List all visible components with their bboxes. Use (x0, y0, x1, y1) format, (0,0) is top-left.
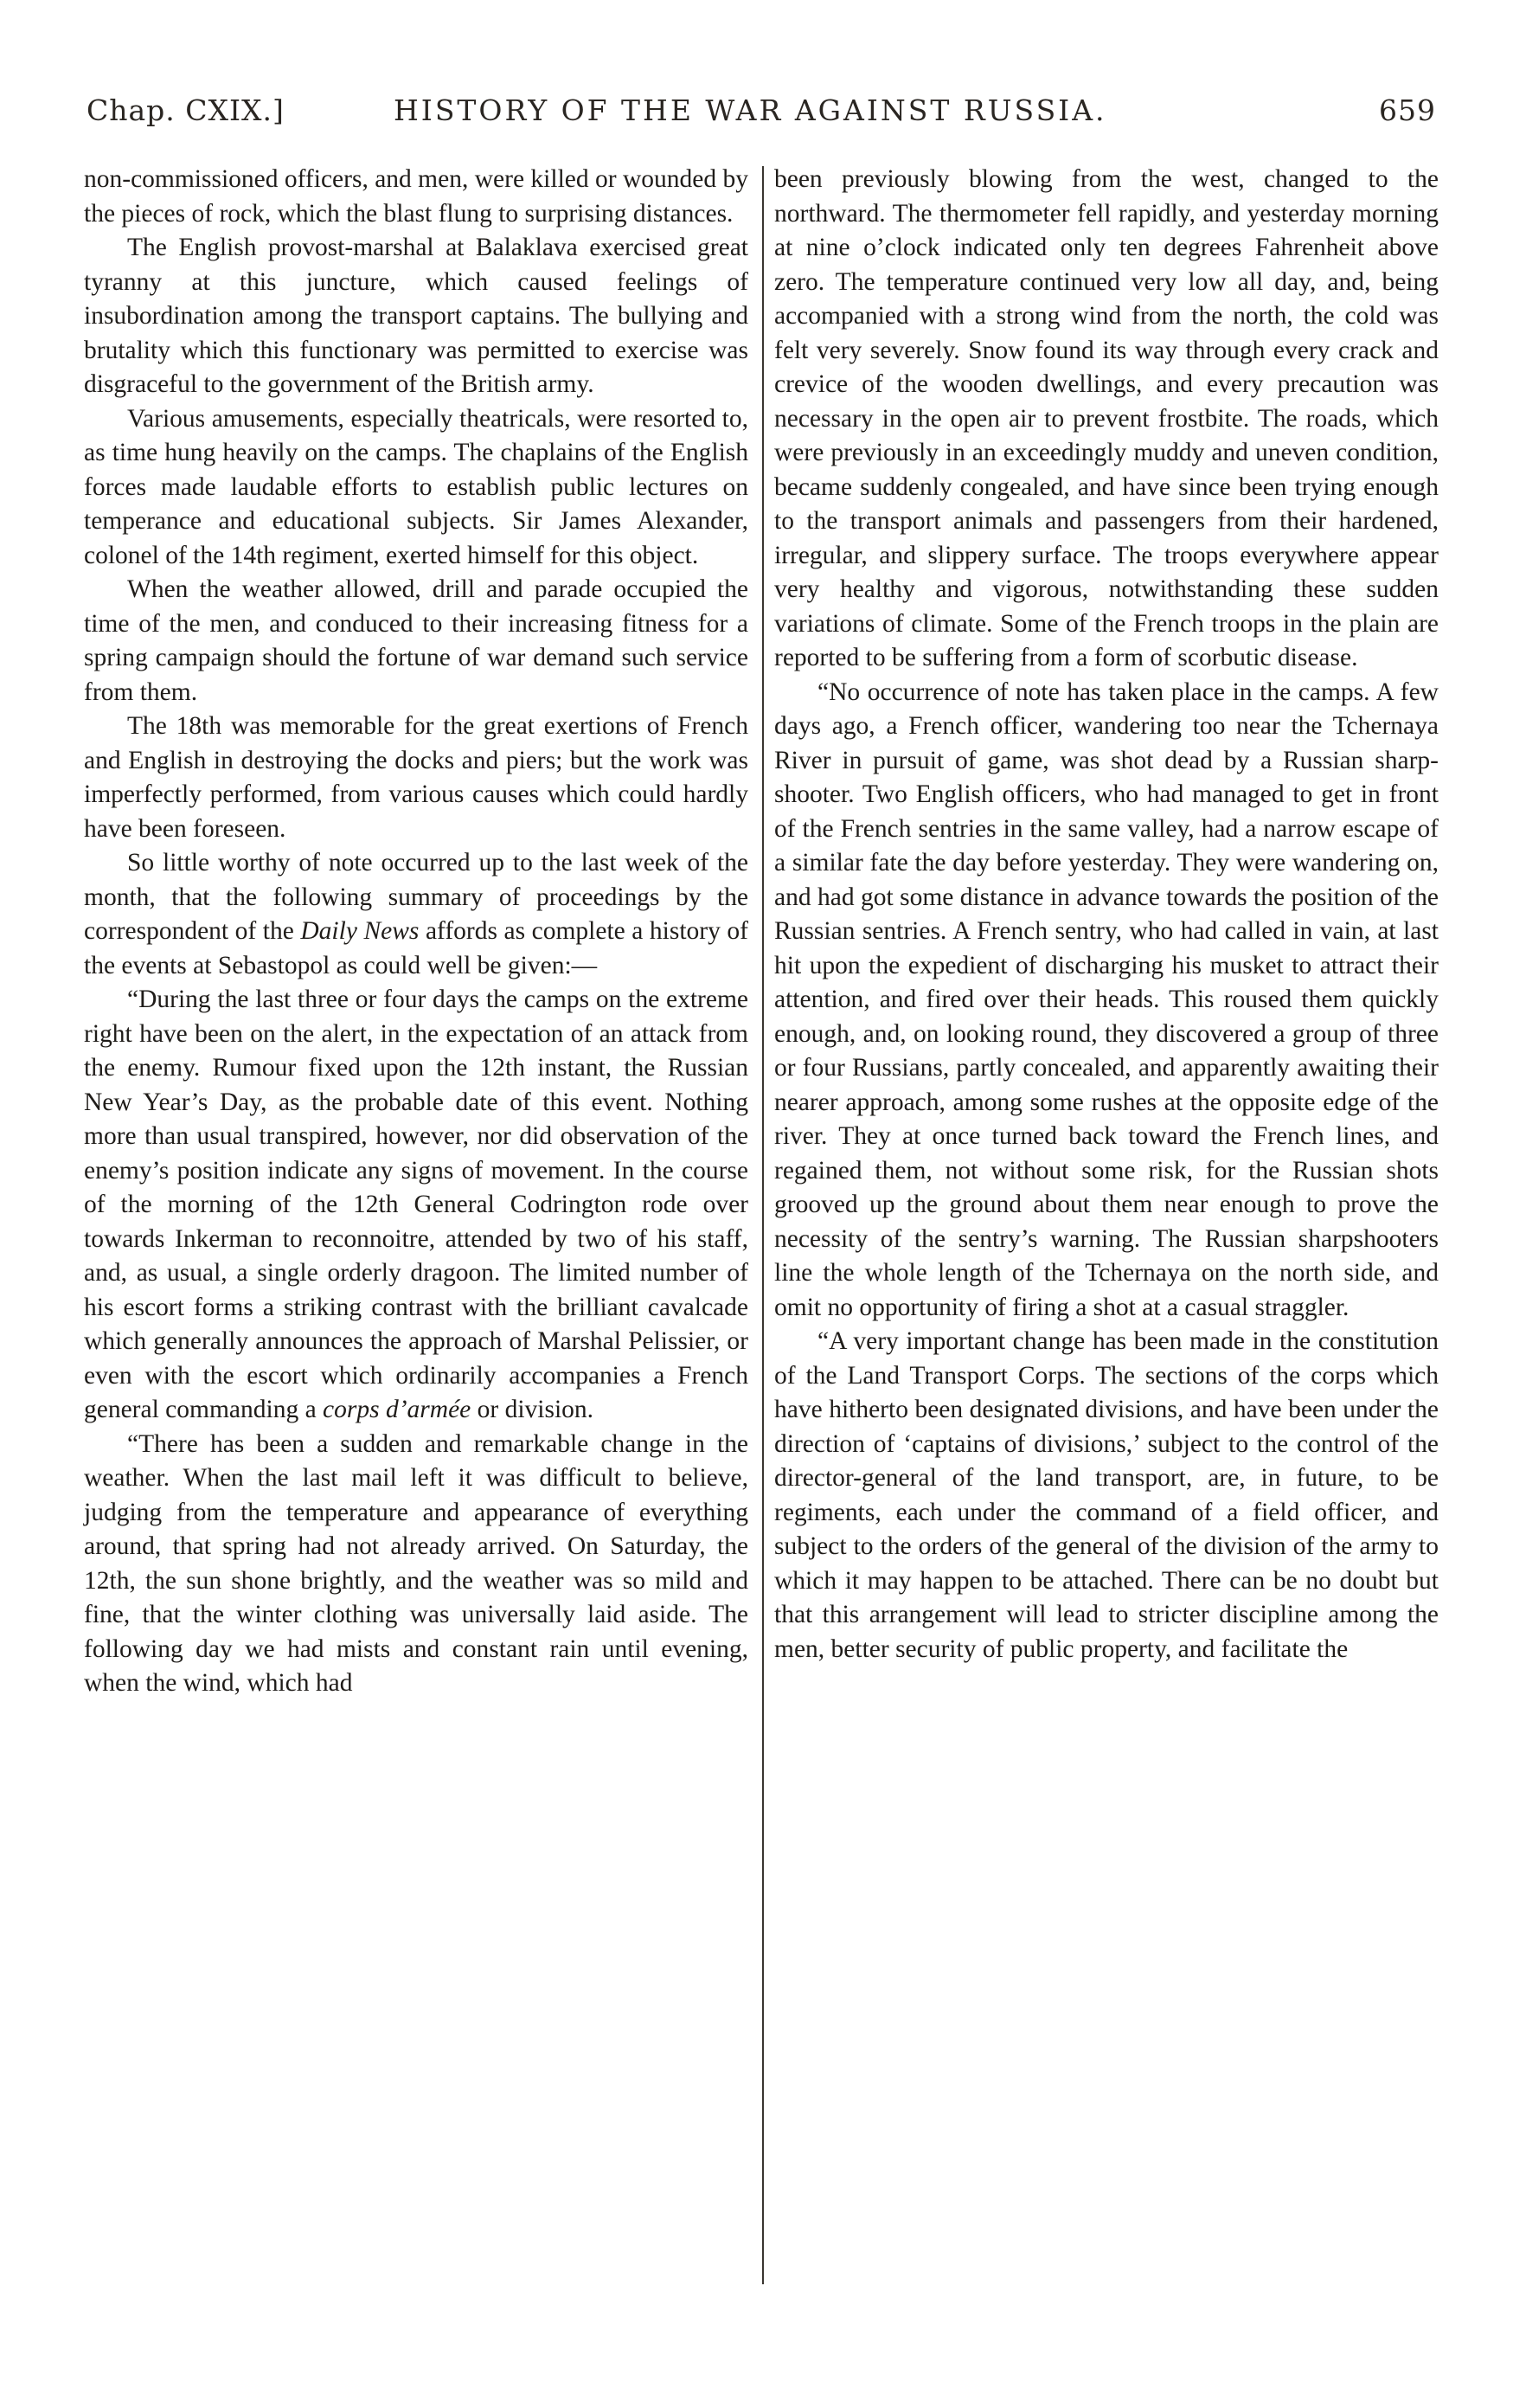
paragraph: The English provost-marshal at Balaklava exercised great tyranny at this juncture, which caused feelings of insubordination among the transport captains. The bullying and brutality which this functionary was permitted to exercise was disgraceful to the government of the British army. (84, 234, 748, 398)
paragraph: “A very important change has been made in the constitution of the Land Transport Corps. The sections of the corps which have hitherto been designated divisions, and have been under the direction of ‘captains of divisions,’ subject to the control of the director-general of the land transport, are, in future, to be regiments, each under the command of a field officer, and subject to the orders of the general of the division of the army to which it may happen to be attached. There can be no doubt but that this arrangement will lead to stricter discipline among the men, better security of public property, and facilitate the (774, 1327, 1439, 1663)
running-title: HISTORY OF THE WAR AGAINST RUSSIA. (394, 93, 1107, 127)
paragraph: When the weather allowed, drill and parade occupied the time of the men, and conduced to their increasing fitness for a spring campaign should the fortune of war demand such service from them. (84, 575, 748, 706)
chapter-label: Chap. CXIX.] (87, 93, 285, 127)
paragraph: The 18th was memorable for the great exertions of French and English in destroying the docks and piers; but the work was imperfectly performed, from various causes which could hardly have been foreseen. (84, 712, 748, 843)
italic-phrase: corps d’armée (323, 1396, 471, 1423)
left-column (84, 163, 748, 1701)
paragraph: “There has been a sudden and remarkable change in the weather. When the last mail left it was difficult to believe, judging from the temperature and appearance of everything around, that spring had not already arrived. On Saturday, the 12th, the sun shone brightly, and the weather was so mild and fine, that the winter clothing was universally laid aside. The following day we had mists and constant rain until evening, when the wind, which had (84, 1429, 748, 1697)
text-run: “During the last three or four days the camps on the extreme right have been on the alert, in the expectation of an attack from the enemy. Rumour fixed upon the 12th instant, the Russian New Year’s Day, as the probable date of this event. Nothing more than usual transpired, however, nor did observation of the enemy’s position indicate any signs of movement. In the course of the morning of the 12th General Codrington rode over towards Inkerman to reconnoitre, attended by two of his staff, and, as usual, a single orderly dragoon. The limited number of his escort forms a striking contrast with the brilliant cavalcade which generally announces the approach of Marshal Pelissier, or even with the escort which ordinarily accompanies a French general commanding a (84, 986, 748, 1423)
column-divider (762, 166, 764, 2284)
paragraph (84, 846, 748, 983)
running-header (87, 93, 1436, 145)
text-run: or division. (471, 1396, 594, 1423)
paragraph: non-commissioned officers, and men, were killed or wounded by the pieces of rock, which the blast flung to surprising distances. (84, 165, 748, 228)
page-number: 659 (1379, 93, 1436, 127)
paragraph: Various amusements, especially theatricals, were resorted to, as time hung heavily on the camps. The chaplains of the English forces made laudable efforts to establish public lectures on temperance and educational subjects. Sir James Alexander, colonel of the 14th regiment, exerted himself for this object. (84, 404, 748, 569)
paragraph (84, 983, 748, 1428)
newspaper-title: Daily News (300, 917, 420, 945)
paragraph: “No occurrence of note has taken place in the camps. A few days ago, a French officer, wandering too near the Tchernaya River in pursuit of game, was shot dead by a Russian sharp-shooter. Two English officers, who had managed to get in front of the French sentries in the same valley, had a narrow escape of a similar fate the day before yesterday. They were wandering on, and had got some distance in advance towards the position of the Russian sentries. A French sentry, who had called in vain, at last hit upon the expedient of discharging his musket to attract their attention, and fired over their heads. This roused them quickly enough, and, on looking round, they discovered a group of three or four Russians, partly concealed, and apparently awaiting their nearer approach, among some rushes at the opposite edge of the river. They at once turned back toward the French lines, and regained them, not without some risk, for the Russian shots grooved up the ground about them near enough to prove the necessity of the sentry’s warning. The Russian sharpshooters line the whole length of the Tchernaya on the north side, and omit no opportunity of firing a shot at a casual straggler. (774, 677, 1439, 1321)
text-run: So little worthy of note occurred up to the last week of the month, that the following summary of proceedings by the correspondent of the (84, 849, 748, 945)
paragraph: been previously blowing from the west, changed to the northward. The thermometer fell rapidly, and yesterday morning at nine o’clock indicated only ten degrees Fahrenheit above zero. The temperature continued very low all day, and, being accompanied with a strong wind from the north, the cold was felt very severely. Snow found its way through every crack and crevice of the wooden dwellings, and every precaution was necessary in the open air to prevent frostbite. The roads, which were previously in an exceedingly muddy and uneven condition, became suddenly congealed, and have since been trying enough to the transport animals and passengers from their hardened, irregular, and slippery surface. The troops everywhere appear very healthy and vigorous, notwithstanding these sudden variations of climate. Some of the French troops in the plain are reported to be suffering from a form of scorbutic disease. (774, 165, 1439, 671)
right-column (774, 163, 1439, 1666)
text-run: affords as complete a history of the events at Sebastopol as could well be given:— (84, 917, 748, 979)
